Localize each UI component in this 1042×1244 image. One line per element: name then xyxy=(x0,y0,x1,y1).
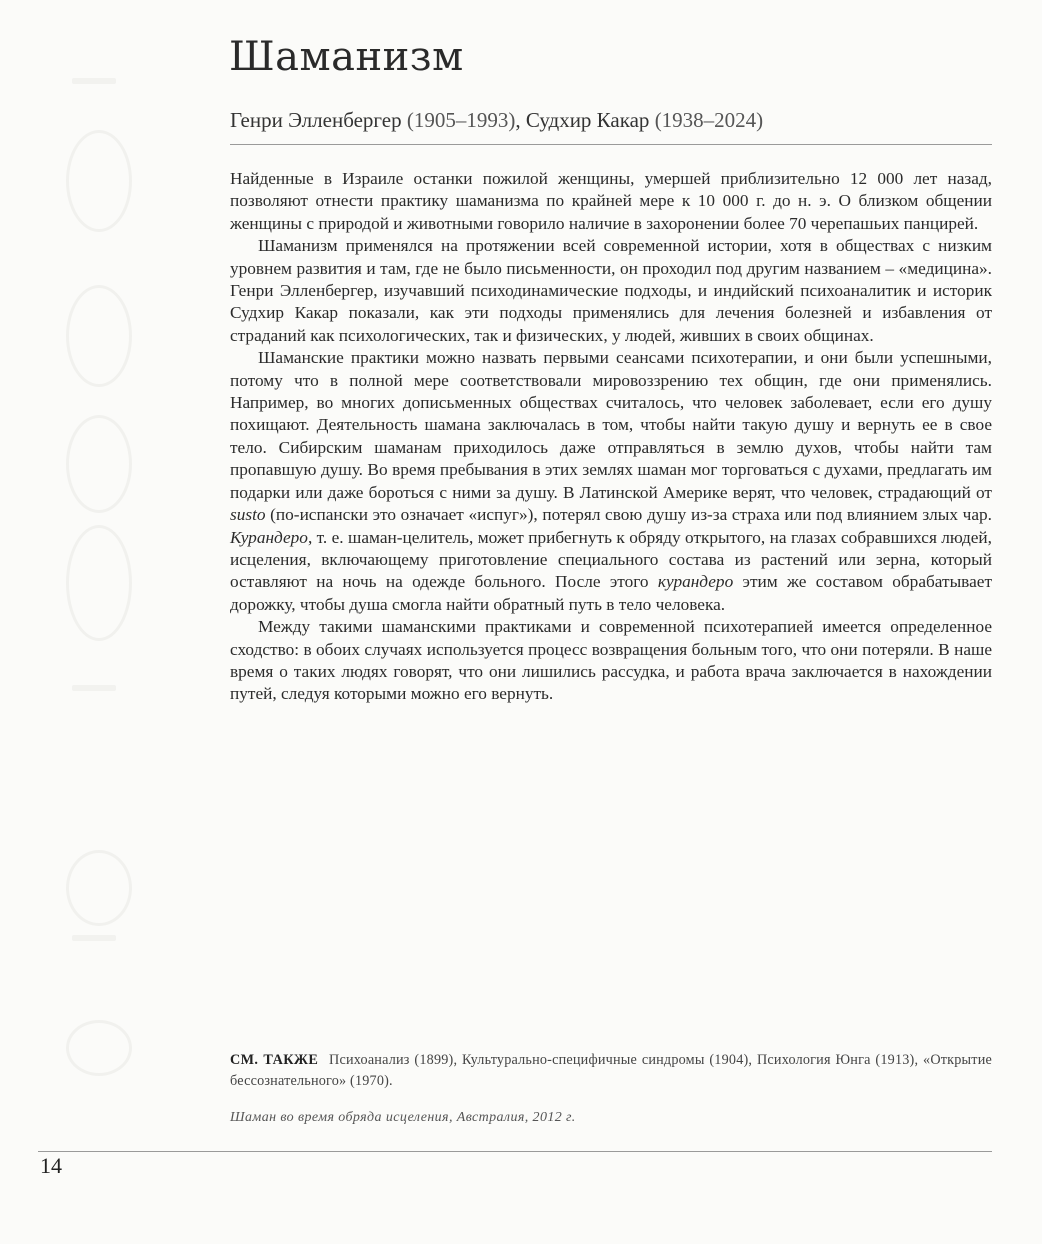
ghost-ring xyxy=(66,1020,132,1076)
author-name: Генри Элленбергер xyxy=(230,108,402,132)
paragraph-text: (по-испански это означает «испуг»), потерял свою душу из-за страха или под влиянием злых чар. xyxy=(265,505,992,525)
ghost-ring xyxy=(66,415,132,513)
ghost-ring xyxy=(66,525,132,641)
paragraph-text: Шаманские практики можно назвать первыми сеансами психотерапии, и они были успешными, потому что в полной мере соответствовали мировоззрению тех общин, где они применялись. Например, во многих дописьменных обществах считалось, что человек заболевает, если его душу похищают. Деятельность шамана заключалась в том, чтобы найти такую душу и вернуть ее в свое тело. Сибирским шаманам приходилось даже отправляться в землю духов, чтобы найти там пропавшую душу. Во время пребывания в этих землях шаман мог торговаться с духами, предлагать им подарки или даже бороться с ними за душу. В Латинской Америке верят, что человек, страдающий от xyxy=(230,348,992,502)
see-also-text: Психоанализ (1899), Культурально-специфичные синдромы (1904), Психология Юнга (1913), «Открытие бессознательного» (1970). xyxy=(230,1052,992,1089)
page-number: 14 xyxy=(40,1153,62,1178)
italic-term: Курандеро xyxy=(230,527,308,547)
author-separator: , xyxy=(515,108,521,132)
ghost-ring xyxy=(66,850,132,926)
paragraph: Между такими шаманскими практиками и современной психотерапией имеется определенное сходство: в обоих случаях используется процесс возвращения больным того, что они потеряли. В наше время о таких людях говорят, что они лишились рассудка, и работа врача заключается в нахождении путей, следуя которыми можно его вернуть. xyxy=(230,617,992,704)
ghost-image-strip xyxy=(62,30,132,1110)
ghost-mark xyxy=(72,685,116,691)
paragraph: Шаманизм применялся на протяжении всей современной истории, хотя в обществах с низким уровнем развития и там, где не было письменности, он проходил под другим названием – «медицина». Генри Элленбергер, изучавший психодинамические подходы, и индийский психоаналитик и историк Судхир Какар показали, как эти подходы применялись для лечения болезней и избавления от страданий как психологических, так и физических, у людей, живших в своих общинах. xyxy=(230,236,992,345)
italic-term: курандеро xyxy=(657,572,734,592)
ghost-ring xyxy=(66,130,132,232)
image-caption: Шаман во время обряда исцеления, Австралия, 2012 г. xyxy=(230,1110,576,1125)
ghost-ring xyxy=(66,285,132,387)
article-body xyxy=(230,168,992,706)
see-also-block xyxy=(230,1050,992,1092)
header-divider xyxy=(230,144,992,145)
paragraph-text: , т. е. шаман-целитель, может прибегнуть к обряду открытого, на глазах собравшихся людей, исцеления, включающему приготовление специального состава из растений или зерна, который оставляют на ночь на одежде больного. После этого xyxy=(230,527,992,592)
authors-line xyxy=(230,108,763,133)
paragraph: Найденные в Израиле останки пожилой женщины, умершей приблизительно 12 000 лет назад, позволяют отнести практику шаманизма по крайней мере к 10 000 г. до н. э. О близком общении женщины с природой и животными говорило наличие в захоронении более 70 черепашьих панцирей. xyxy=(230,169,992,233)
footer-divider xyxy=(38,1151,992,1152)
ghost-mark xyxy=(72,78,116,84)
paragraph xyxy=(230,347,992,616)
paragraph-text: этим же составом обрабатывает дорожку, чтобы душа смогла найти обратный путь в тело человека. xyxy=(230,572,992,614)
author-years: (1905–1993) xyxy=(406,108,516,132)
author-name: Судхир Какар xyxy=(525,108,650,132)
italic-term: susto xyxy=(230,505,266,525)
see-also-label: СМ. ТАКЖЕ xyxy=(230,1052,319,1068)
page-title: Шаманизм xyxy=(229,34,464,80)
ghost-mark xyxy=(72,935,116,941)
author-years: (1938–2024) xyxy=(654,108,764,132)
